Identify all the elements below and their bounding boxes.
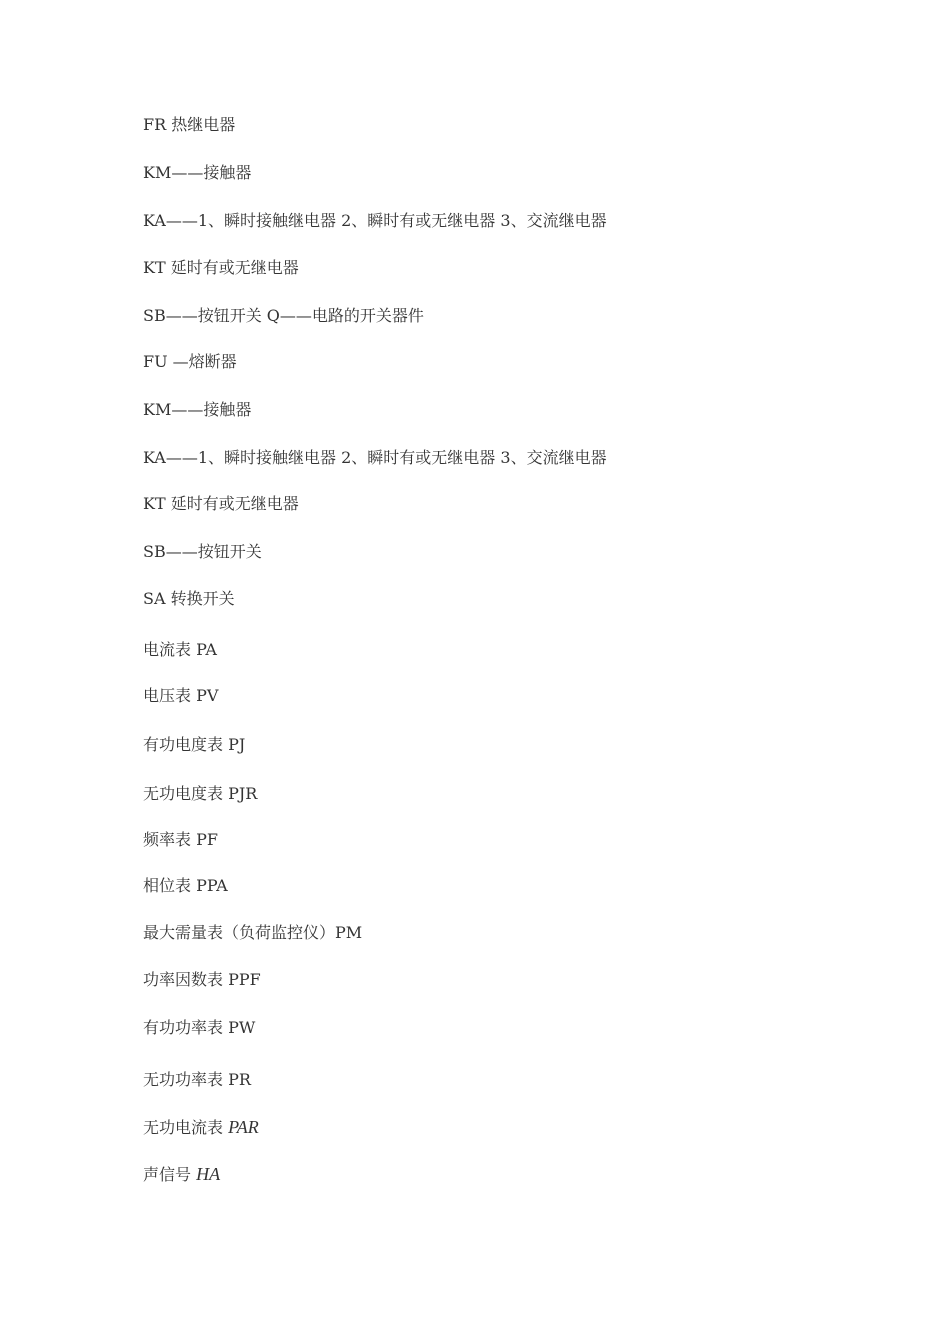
text-line-italic-code [143, 1117, 259, 1138]
text-line: KA——1、瞬时接触继电器 2、瞬时有或无继电器 3、交流继电器 [143, 211, 607, 230]
text-line: FU —熔断器 [143, 352, 237, 371]
text-line-italic-code [143, 1164, 220, 1185]
text-line: 频率表 PF [143, 830, 218, 849]
line-code: PAR [228, 1117, 259, 1137]
text-line: KM——接触器 [143, 400, 252, 419]
text-line: 最大需量表（负荷监控仪）PM [143, 923, 363, 942]
text-line: SA 转换开关 [143, 589, 235, 608]
text-line: 无功功率表 PR [143, 1070, 251, 1089]
text-line: 无功电度表 PJR [143, 784, 258, 803]
text-line: KM——接触器 [143, 163, 252, 182]
text-line: 电压表 PV [143, 686, 219, 705]
text-line: FR 热继电器 [143, 115, 236, 134]
text-line: 电流表 PA [143, 640, 217, 659]
text-line: SB——按钮开关 Q——电路的开关器件 [143, 306, 424, 325]
text-line: 有功电度表 PJ [143, 735, 246, 754]
line-label: 声信号 [143, 1165, 192, 1184]
text-line: KA——1、瞬时接触继电器 2、瞬时有或无继电器 3、交流继电器 [143, 448, 607, 467]
text-line: 相位表 PPA [143, 876, 228, 895]
line-label: 无功电流表 [143, 1118, 224, 1137]
text-line: 有功功率表 PW [143, 1018, 256, 1037]
text-line: 功率因数表 PPF [143, 970, 261, 989]
text-line: KT 延时有或无继电器 [143, 258, 299, 277]
line-code: HA [196, 1164, 221, 1184]
text-line: SB——按钮开关 [143, 542, 262, 561]
text-line: KT 延时有或无继电器 [143, 494, 299, 513]
